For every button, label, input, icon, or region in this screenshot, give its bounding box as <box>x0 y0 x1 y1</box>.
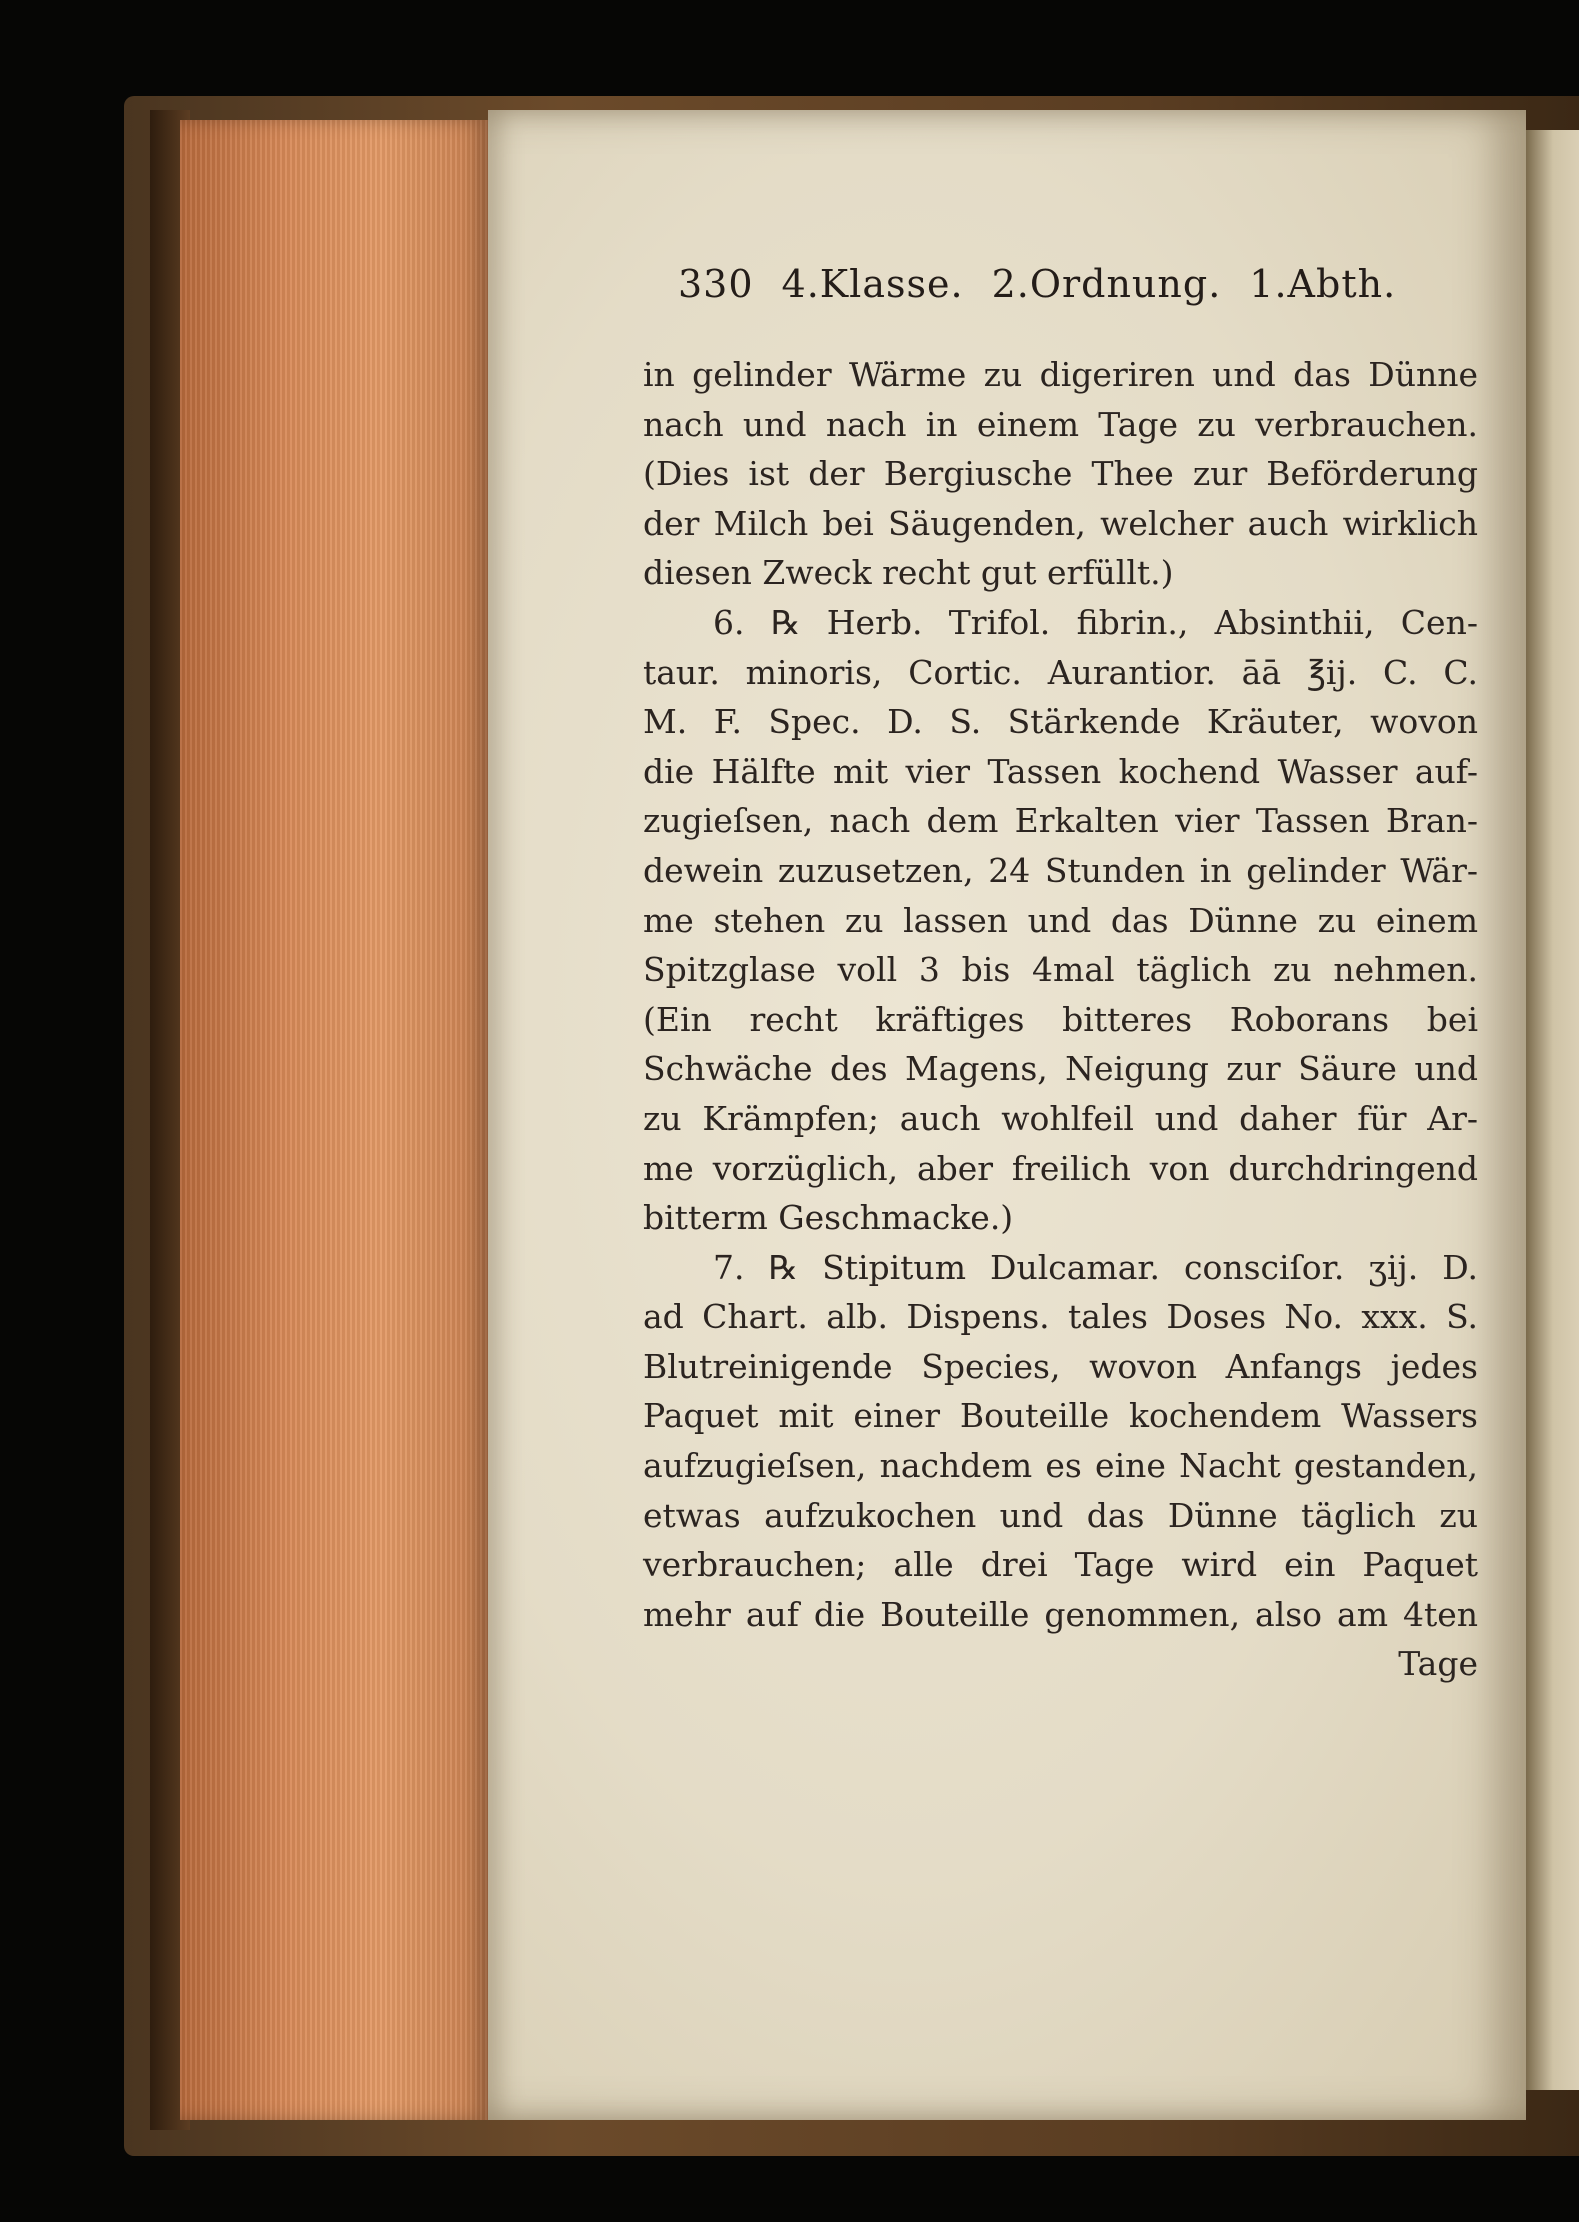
text-line: bitterm Geschmacke.) <box>643 1198 1014 1238</box>
text-line: taur. minoris, Cortic. Aurantior. āā ℥ij. C. C. <box>643 652 1478 692</box>
text-line: Spitzglase voll 3 bis 4mal täglich zu nehmen. <box>643 950 1478 990</box>
text-line: verbrauchen; alle drei Tage wird ein Paquet <box>643 1545 1478 1585</box>
section-label: 1.Abth. <box>1249 262 1397 306</box>
text-line: Schwäche des Magens, Neigung zur Säure und <box>643 1049 1478 1089</box>
text-line: Blutreinigende Species, wovon Anfangs jedes <box>643 1346 1478 1386</box>
class-label: 4.Klasse. <box>781 262 964 306</box>
text-line: aufzugieſsen, nachdem es eine Nacht gestanden, <box>643 1446 1478 1486</box>
text-line: mehr auf die Bouteille genommen, also am 4ten <box>643 1594 1478 1634</box>
text-line: ad Chart. alb. Dispens. tales Doses No. xxx. S. <box>643 1297 1478 1337</box>
text-line: 7. ℞ Stipitum Dulcamar. consciſor. ʒij. D. <box>713 1247 1478 1287</box>
running-header <box>678 262 1468 306</box>
text-line: dewein zuzusetzen, 24 Stunden in gelinder Wär- <box>643 850 1478 890</box>
text-line: der Milch bei Säugenden, welcher auch wirklich <box>643 503 1478 543</box>
facing-page-edge <box>1526 130 1579 2090</box>
text-line: Paquet mit einer Bouteille kochendem Wassers <box>643 1396 1478 1436</box>
text-line: (Ein recht kräftiges bitteres Roborans bei <box>643 999 1478 1039</box>
text-line: (Dies ist der Bergiusche Thee zur Beförderung <box>643 454 1478 494</box>
text-line: die Hälfte mit vier Tassen kochend Wasser auf- <box>643 751 1478 791</box>
text-line: zugieſsen, nach dem Erkalten vier Tassen Bran- <box>643 801 1478 841</box>
page-body <box>643 350 1478 1689</box>
text-line: me stehen zu lassen und das Dünne zu einem <box>643 900 1478 940</box>
text-line: nach und nach in einem Tage zu verbrauchen. <box>643 404 1478 444</box>
order-label: 2.Ordnung. <box>991 262 1222 306</box>
book-page <box>488 110 1526 2120</box>
text-line: M. F. Spec. D. S. Stärkende Kräuter, wovon <box>643 702 1478 742</box>
catchword: Tage <box>1398 1644 1478 1684</box>
text-line: in gelinder Wärme zu digeriren und das Dünne <box>643 355 1478 394</box>
page-edges <box>180 120 490 2120</box>
text-line: diesen Zweck recht gut erfüllt.) <box>643 553 1174 593</box>
text-line: me vorzüglich, aber freilich von durchdringend <box>643 1148 1478 1188</box>
page-number: 330 <box>678 262 754 306</box>
text-line: zu Krämpfen; auch wohlfeil und daher für Ar- <box>643 1098 1478 1138</box>
text-line: 6. ℞ Herb. Trifol. fibrin., Absinthii, Cen- <box>713 602 1478 642</box>
text-line: etwas aufzukochen und das Dünne täglich zu <box>643 1495 1478 1535</box>
